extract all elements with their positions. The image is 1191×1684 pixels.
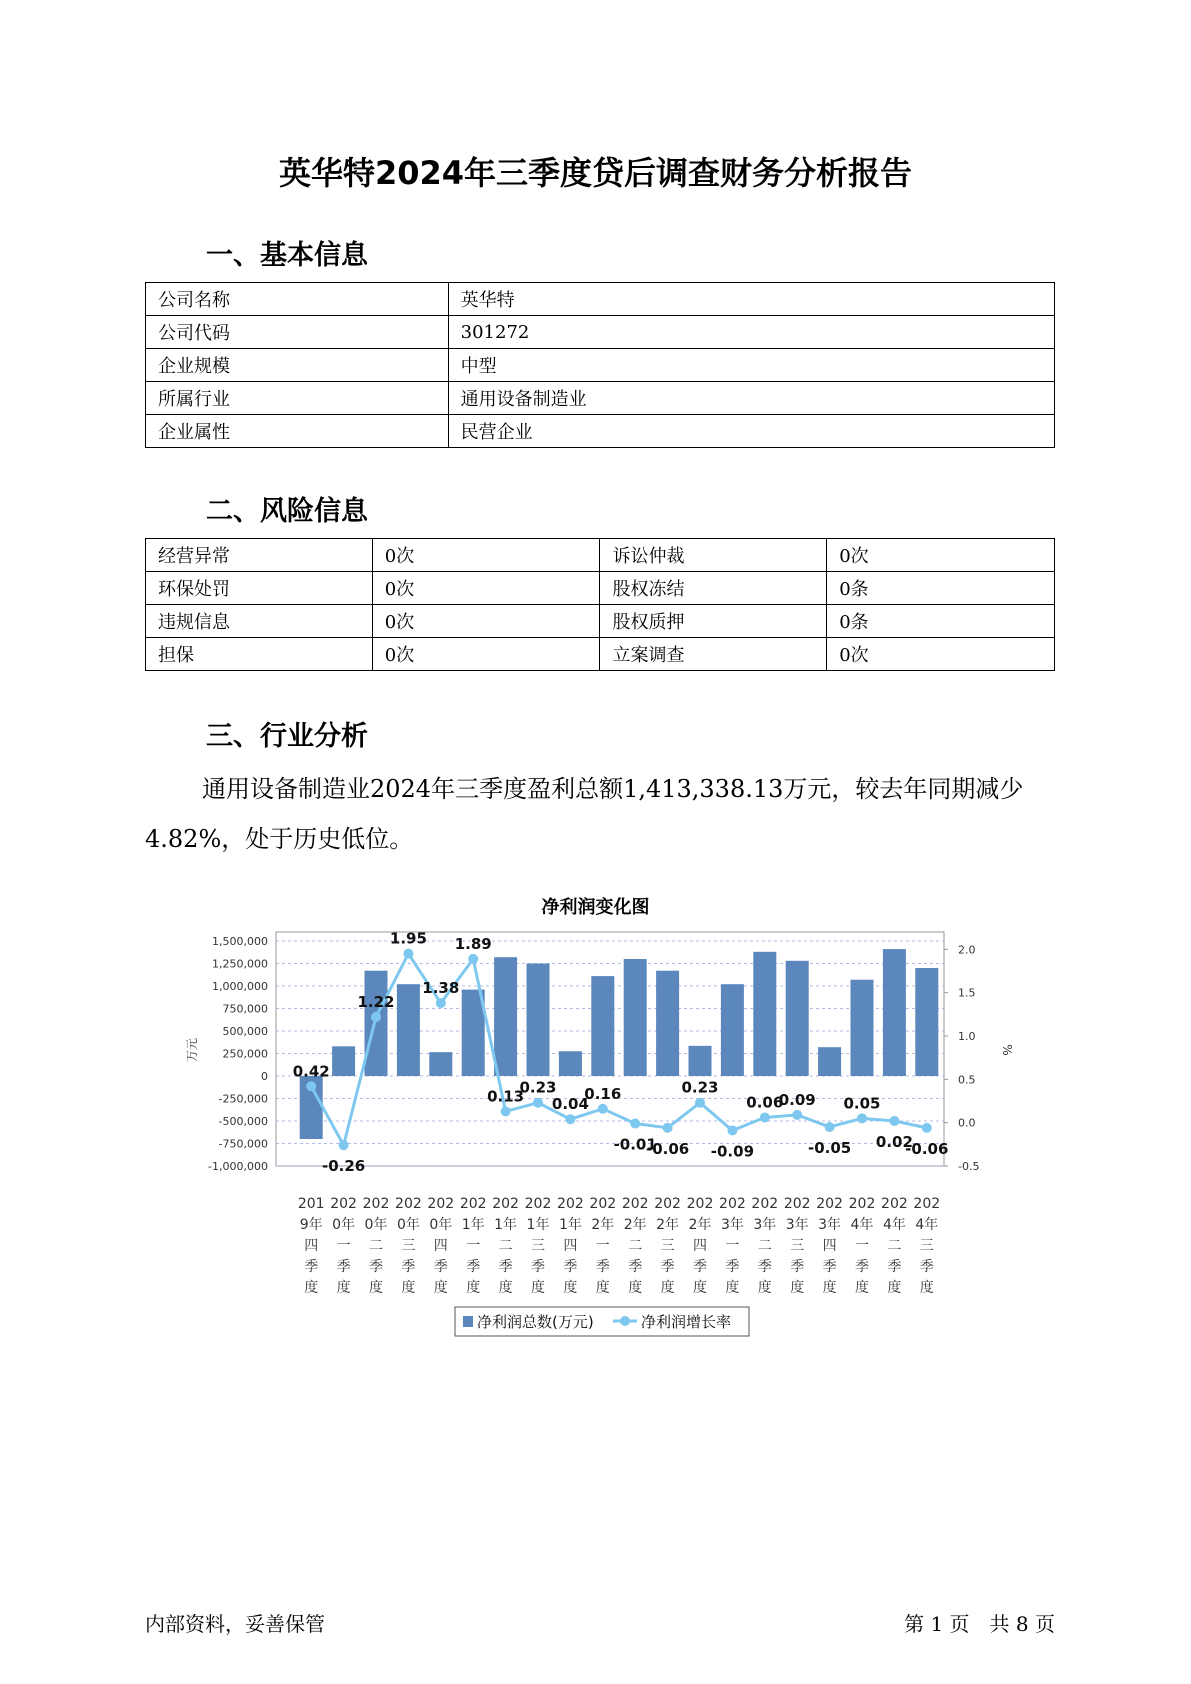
data-label: 0.04 (551, 1095, 589, 1114)
data-label: -0.06 (645, 1139, 690, 1158)
bar (915, 968, 938, 1076)
cell-label: 股权质押 (600, 605, 827, 638)
data-label: 0.06 (746, 1093, 784, 1112)
cell-label: 公司名称 (146, 283, 449, 316)
x-tick-label: 202 2年一季度 (589, 1196, 617, 1296)
bar (494, 957, 517, 1076)
chart-title: 净利润变化图 (541, 897, 650, 918)
cell-value: 0次 (827, 539, 1055, 572)
x-tick-label: 202 3年四季度 (816, 1196, 843, 1296)
x-tick-label: 202 1年一季度 (459, 1196, 487, 1296)
cell-value: 民营企业 (448, 415, 1054, 448)
section-heading-industry-analysis: 三、行业分析 (206, 721, 368, 752)
footer-confidential-note: 内部资料，妥善保管 (145, 1612, 325, 1636)
growth-rate-point (760, 1112, 770, 1122)
y2-tick-label: 2.0 (958, 943, 976, 957)
x-tick-label: 202 1年四季度 (557, 1196, 584, 1296)
bar (332, 1046, 355, 1076)
bar (883, 949, 906, 1076)
data-label: 1.38 (422, 979, 460, 998)
data-label: -0.06 (905, 1139, 949, 1158)
data-label: 0.05 (843, 1094, 881, 1113)
data-label: 0.23 (681, 1078, 719, 1097)
legend-label: 净利润增长率 (641, 1313, 732, 1331)
cell-value: 0条 (827, 605, 1055, 638)
data-label: -0.05 (807, 1139, 852, 1157)
x-tick-label: 202 0年二季度 (362, 1196, 390, 1296)
section-heading-basic-info: 一、基本信息 (206, 240, 368, 271)
cell-label: 企业属性 (146, 415, 449, 448)
growth-rate-point (371, 1012, 381, 1022)
x-tick-label: 202 0年一季度 (330, 1196, 357, 1296)
growth-rate-point (630, 1119, 640, 1129)
growth-rate-point (889, 1116, 899, 1126)
footer-page-number: 第 1 页 共 8 页 (904, 1612, 1055, 1636)
bar (397, 984, 420, 1076)
cell-label: 股权冻结 (600, 572, 827, 605)
cell-label: 立案调查 (600, 638, 827, 671)
y-tick-label: 1,000,000 (212, 980, 268, 993)
y-tick-label: 0 (261, 1070, 268, 1083)
data-label: -0.09 (710, 1142, 755, 1161)
x-tick-label: 202 1年三季度 (524, 1196, 552, 1296)
growth-rate-point (663, 1123, 673, 1133)
y-tick-label: 250,000 (222, 1047, 268, 1061)
bar (624, 959, 647, 1076)
growth-rate-point (403, 949, 413, 959)
growth-rate-point (565, 1114, 575, 1124)
x-tick-label: 202 3年二季度 (751, 1196, 779, 1296)
legend-line-marker (620, 1316, 630, 1326)
cell-value: 0次 (372, 605, 600, 638)
bar (818, 1047, 841, 1076)
cell-label: 担保 (146, 638, 373, 671)
bar (851, 980, 874, 1076)
cell-label: 环保处罚 (146, 572, 373, 605)
legend-bar-swatch (463, 1316, 473, 1327)
growth-rate-point (695, 1098, 705, 1108)
growth-rate-point (436, 998, 446, 1008)
cell-value: 中型 (448, 349, 1054, 382)
cell-label: 违规信息 (146, 605, 373, 638)
y-axis-label: 万元 (185, 1037, 199, 1063)
growth-rate-point (501, 1106, 511, 1116)
x-tick-label: 202 2年三季度 (654, 1196, 681, 1296)
report-title: 英华特2024年三季度贷后调查财务分析报告 (278, 154, 913, 192)
bar (365, 971, 388, 1076)
bar (591, 976, 614, 1076)
x-tick-label: 202 0年三季度 (395, 1196, 422, 1296)
y-tick-label: -500,000 (218, 1115, 268, 1128)
data-label: 1.95 (389, 929, 427, 948)
y-tick-label: -250,000 (218, 1092, 268, 1106)
x-tick-label: 202 4年三季度 (913, 1196, 941, 1296)
growth-rate-point (792, 1110, 802, 1120)
section-heading-risk-info: 二、风险信息 (206, 496, 368, 527)
y2-tick-label: -0.5 (958, 1160, 980, 1173)
cell-value: 0次 (827, 638, 1055, 671)
legend-label: 净利润总数(万元) (477, 1313, 594, 1331)
bar (786, 961, 809, 1076)
x-tick-label: 202 3年一季度 (719, 1196, 746, 1296)
growth-rate-point (533, 1098, 543, 1108)
y2-tick-label: 0.5 (958, 1073, 976, 1087)
x-tick-label: 202 2年四季度 (686, 1196, 714, 1296)
x-tick-label: 202 1年二季度 (492, 1196, 519, 1296)
cell-label: 企业规模 (146, 349, 449, 382)
y2-axis-label: % (1000, 1044, 1014, 1056)
x-tick-label: 202 0年四季度 (427, 1196, 455, 1296)
bar (689, 1046, 712, 1076)
x-tick-label: 201 9年四季度 (297, 1196, 325, 1296)
y2-tick-label: 1.0 (958, 1030, 976, 1043)
y-tick-label: 500,000 (222, 1025, 268, 1038)
data-label: 1.22 (357, 992, 395, 1011)
growth-rate-point (598, 1104, 608, 1114)
bar (721, 984, 744, 1076)
growth-rate-point (468, 954, 478, 964)
cell-label: 经营异常 (146, 539, 373, 572)
y-tick-label: 1,500,000 (212, 935, 268, 948)
growth-rate-point (825, 1122, 835, 1132)
bar (656, 971, 679, 1076)
data-label: 0.02 (875, 1132, 913, 1151)
x-tick-label: 202 3年三季度 (783, 1196, 811, 1296)
cell-value: 0次 (372, 572, 600, 605)
cell-value: 英华特 (448, 283, 1054, 316)
data-label: -0.01 (613, 1135, 657, 1154)
data-label: 0.23 (519, 1078, 557, 1097)
x-tick-label: 202 4年二季度 (881, 1196, 908, 1296)
cell-value: 0次 (372, 539, 600, 572)
y2-tick-label: 0.0 (958, 1116, 976, 1130)
y-tick-label: 750,000 (222, 1002, 268, 1016)
cell-value: 通用设备制造业 (448, 382, 1054, 415)
y-tick-label: -750,000 (218, 1137, 268, 1151)
data-label: 0.09 (778, 1090, 816, 1109)
bar (527, 964, 550, 1077)
cell-label: 所属行业 (146, 382, 449, 415)
data-label: 1.89 (454, 934, 492, 953)
data-label: -0.26 (321, 1157, 366, 1176)
x-tick-label: 202 4年一季度 (848, 1196, 876, 1296)
growth-rate-point (339, 1140, 349, 1150)
industry-analysis-paragraph: 通用设备制造业2024年三季度盈利总额1,413,338.13万元，较去年同期减少4.82%，处于历史低位。 (145, 775, 1024, 853)
x-tick-label: 202 2年二季度 (621, 1196, 649, 1296)
y2-tick-label: 1.5 (958, 986, 976, 1000)
growth-rate-point (727, 1125, 737, 1135)
cell-value: 0条 (827, 572, 1055, 605)
cell-label: 诉讼仲裁 (600, 539, 827, 572)
data-label: 0.16 (584, 1084, 622, 1103)
data-label: 0.42 (292, 1062, 330, 1081)
growth-rate-point (306, 1081, 316, 1091)
data-label: 0.13 (487, 1087, 525, 1106)
growth-rate-point (857, 1113, 867, 1123)
bar (559, 1051, 582, 1076)
y-tick-label: 1,250,000 (212, 957, 268, 971)
bar (429, 1052, 452, 1076)
cell-value: 301272 (448, 316, 1054, 349)
cell-value: 0次 (372, 638, 600, 671)
y-tick-label: -1,000,000 (208, 1160, 268, 1173)
cell-label: 公司代码 (146, 316, 449, 349)
growth-rate-point (922, 1123, 932, 1133)
bar (753, 952, 776, 1076)
